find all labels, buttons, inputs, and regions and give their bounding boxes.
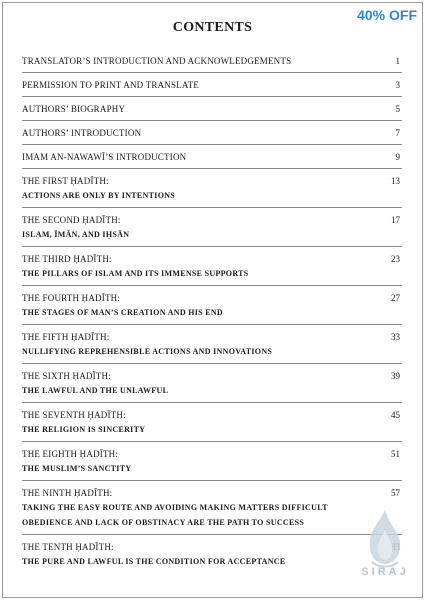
toc-entry[interactable] [22, 102, 402, 116]
toc-entry-label: THE EIGHTH ḤADĪTH: [22, 449, 119, 459]
divider [22, 324, 402, 325]
toc-entry-label: AUTHORS’ BIOGRAPHY [22, 104, 126, 114]
divider [22, 144, 402, 145]
toc-entry[interactable] [22, 54, 402, 68]
toc-entry-subtitle: OBEDIENCE AND LACK OF OBSTINACY ARE THE PATH TO SUCCESS [22, 518, 305, 527]
toc-entry-subtitle: THE LAWFUL AND THE UNLAWFUL [22, 386, 169, 395]
toc-entry-page: 7 [395, 128, 400, 138]
toc-entry-label: THE SECOND ḤADĪTH: [22, 215, 121, 225]
toc-entry-page: 1 [395, 56, 400, 66]
toc-entry-page: 27 [391, 293, 400, 303]
divider [22, 207, 402, 208]
toc-entry[interactable] [22, 408, 402, 437]
toc-entry-label: AUTHORS’ INTRODUCTION [22, 128, 142, 138]
toc-entry[interactable] [22, 126, 402, 140]
toc-entry[interactable] [22, 447, 402, 476]
toc-entry-label: THE THIRD ḤADĪTH: [22, 254, 112, 264]
toc-entry-page: 13 [391, 176, 400, 186]
toc-entry-subtitle: NULLIFYING REPREHENSIBLE ACTIONS AND INNOVATIONS [22, 347, 273, 356]
toc-entry-page: 57 [391, 488, 400, 498]
toc-entry[interactable] [22, 174, 402, 203]
toc-entry-label: THE FOURTH ḤADĪTH: [22, 293, 121, 303]
toc-entry[interactable] [22, 291, 402, 320]
toc-entry-label: PERMISSION TO PRINT AND TRANSLATE [22, 80, 199, 90]
toc-entry-label: THE SEVENTH ḤADĪTH: [22, 410, 126, 420]
toc-entry[interactable] [22, 369, 402, 398]
toc-entry-subtitle: THE MUSLIM’S SANCTITY [22, 464, 132, 473]
toc-entry-page: 3 [395, 80, 400, 90]
divider [22, 441, 402, 442]
toc-entry-subtitle: THE PILLARS OF ISLAM AND ITS IMMENSE SUPPORTS [22, 269, 249, 278]
toc-entry-subtitle: ACTIONS ARE ONLY BY INTENTIONS [22, 191, 176, 200]
divider [22, 402, 402, 403]
toc-entry-label: TRANSLATOR’S INTRODUCTION AND ACKNOWLEDGEMENTS [22, 56, 292, 66]
watermark-logo-text: SIRAJ [361, 566, 409, 578]
toc-entry-page: 5 [395, 104, 400, 114]
toc-entry-label: THE FIFTH ḤADĪTH: [22, 332, 110, 342]
divider [22, 285, 402, 286]
toc-entry-label: IMAM AN-NAWAWĪ’S INTRODUCTION [22, 152, 187, 162]
toc-entry-page: 9 [395, 152, 400, 162]
divider [22, 480, 402, 481]
toc-entry-page: 17 [391, 215, 400, 225]
toc-entry-page: 51 [391, 449, 400, 459]
toc-entry-page: 45 [391, 410, 400, 420]
toc-entry[interactable] [22, 486, 402, 530]
divider [22, 363, 402, 364]
toc-entry-subtitle: ISLAM, ĪMĀN, AND IḤSĀN [22, 230, 130, 239]
toc-entry-subtitle: THE PURE AND LAWFUL IS THE CONDITION FOR ACCEPTANCE [22, 557, 286, 566]
toc-entry-subtitle: THE STAGES OF MAN’S CREATION AND HIS END [22, 308, 223, 317]
toc-entry-page: 39 [391, 371, 400, 381]
toc-entry-page: 33 [391, 332, 400, 342]
toc-entry[interactable] [22, 252, 402, 281]
divider [22, 120, 402, 121]
contents-heading: CONTENTS [172, 20, 253, 35]
divider [22, 96, 402, 97]
toc-entry[interactable] [22, 213, 402, 242]
discount-badge: 40% OFF [357, 7, 417, 23]
toc-entry[interactable] [22, 330, 402, 359]
divider [22, 534, 402, 535]
toc-entry[interactable] [22, 540, 402, 569]
toc-entry-label: THE TENTH ḤADĪTH: [22, 542, 114, 552]
toc-entry-label: THE NINTH ḤADĪTH: [22, 488, 113, 498]
toc-entry-subtitle: THE RELIGION IS SINCERITY [22, 425, 146, 434]
divider [22, 246, 402, 247]
toc-entry[interactable] [22, 150, 402, 164]
toc-entry-label: THE SIXTH ḤADĪTH: [22, 371, 111, 381]
divider [22, 168, 402, 169]
divider [22, 72, 402, 73]
toc-entry-subtitle: TAKING THE EASY ROUTE AND AVOIDING MAKING MATTERS DIFFICULT [22, 503, 328, 512]
toc-entry[interactable] [22, 78, 402, 92]
toc-entry-page: 23 [391, 254, 400, 264]
toc-entry-label: THE FIRST ḤADĪTH: [22, 176, 109, 186]
